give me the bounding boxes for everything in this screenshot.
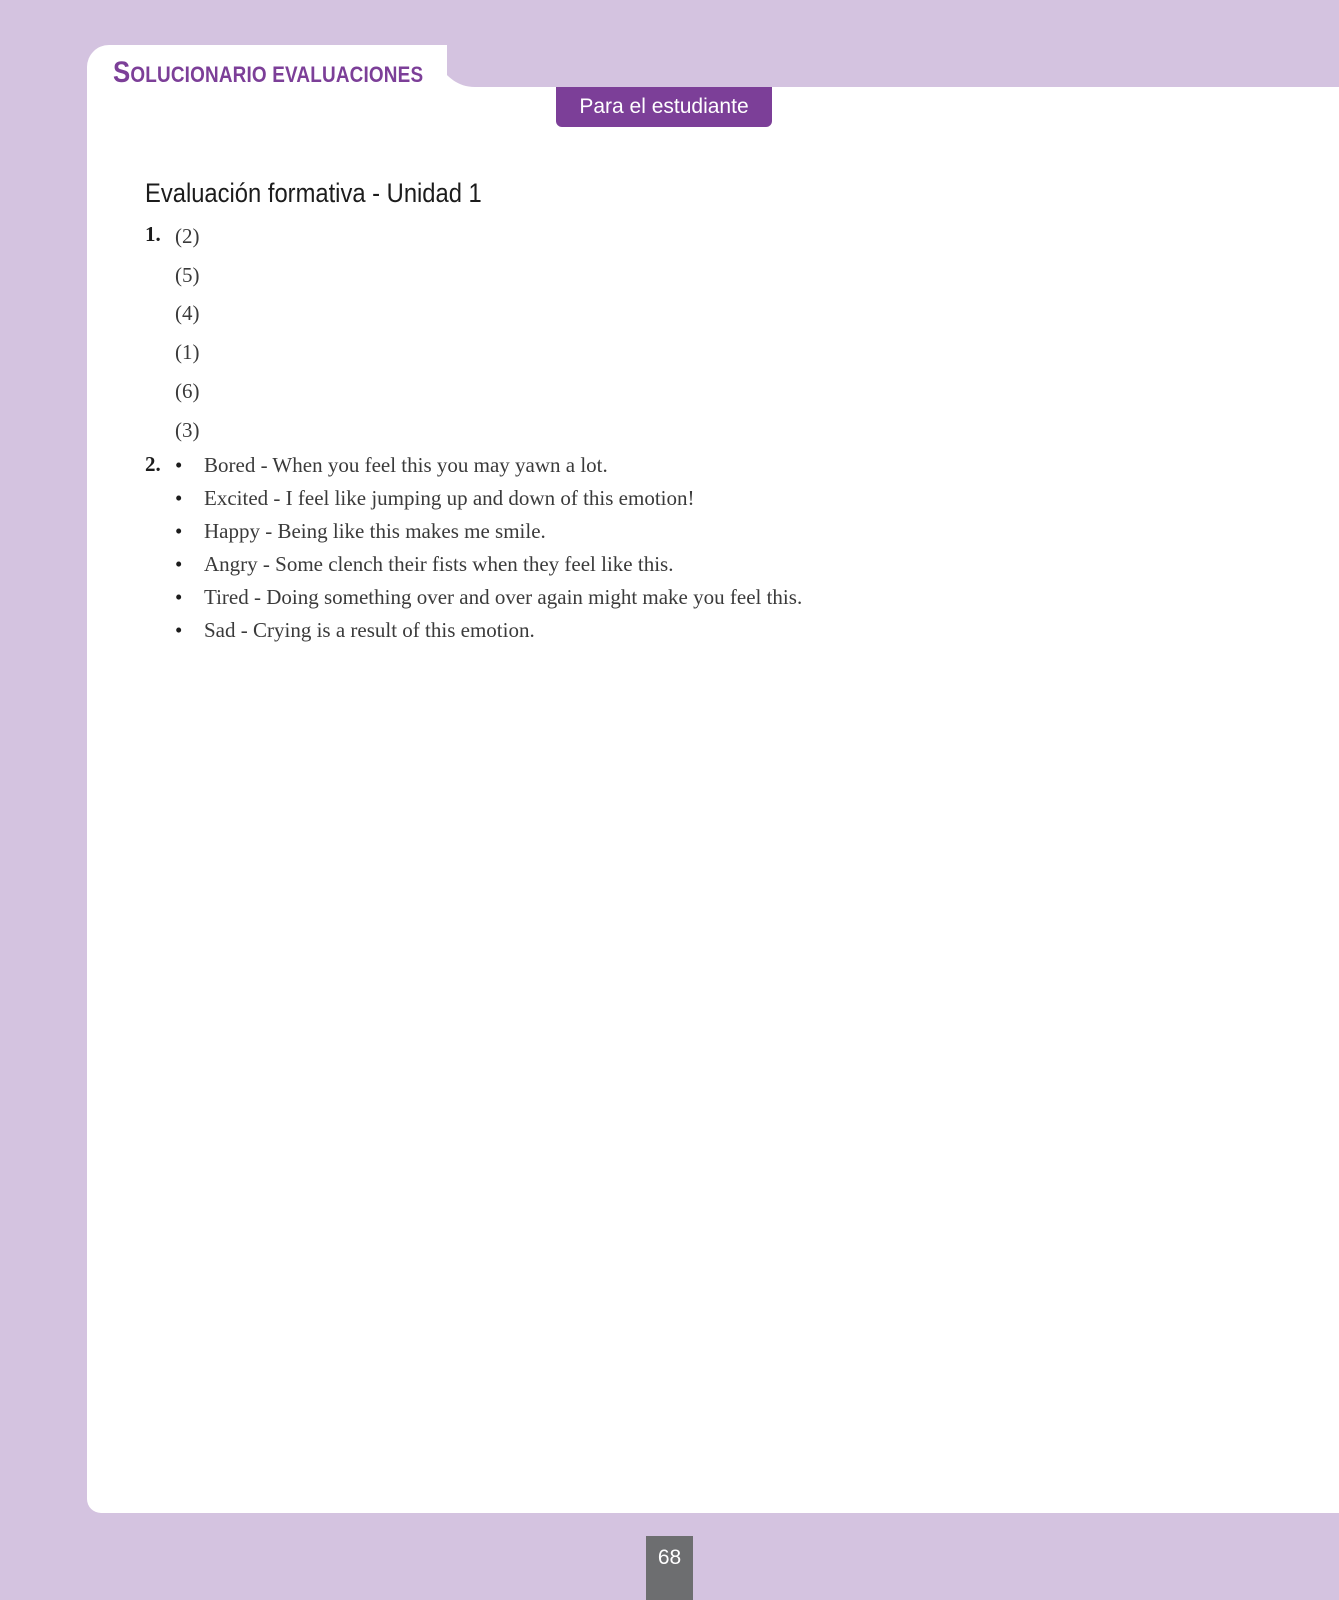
list-item <box>175 614 1245 647</box>
list-item-text: Tired - Doing something over and over again might make you feel this. <box>204 585 803 610</box>
list-item-text: Angry - Some clench their fists when they feel like this. <box>204 552 674 577</box>
audience-badge: Para el estudiante <box>556 87 772 127</box>
list-item-text: Bored - When you feel this you may yawn a lot. <box>204 453 608 478</box>
question-1-answers <box>175 217 1245 449</box>
list-item-text: Excited - I feel like jumping up and down of this emotion! <box>204 486 695 511</box>
bullet-icon: • <box>175 486 183 511</box>
section-title-initial: S <box>113 56 131 89</box>
list-item <box>175 548 1245 581</box>
question-2-number: 2. <box>145 452 161 477</box>
list-item <box>175 515 1245 548</box>
list-item <box>175 482 1245 515</box>
bullet-icon: • <box>175 453 183 478</box>
section-title-rest: OLUCIONARIO EVALUACIONES <box>130 62 424 87</box>
question-2 <box>145 449 1245 647</box>
bullet-icon: • <box>175 519 183 544</box>
unit-heading: Evaluación formativa - Unidad 1 <box>145 178 482 208</box>
answer-line: (6) <box>175 378 200 403</box>
answer-line: (5) <box>175 262 200 287</box>
section-title <box>113 56 423 90</box>
evaluation-content <box>145 178 1245 647</box>
question-1 <box>145 217 1245 449</box>
bullet-icon: • <box>175 585 183 610</box>
answer-line: (1) <box>175 340 200 365</box>
answer-line: (4) <box>175 301 200 326</box>
answer-line: (3) <box>175 417 200 442</box>
bullet-icon: • <box>175 618 183 643</box>
bullet-icon: • <box>175 552 183 577</box>
list-item-text: Happy - Being like this makes me smile. <box>204 519 546 544</box>
question-2-bullet-list <box>175 449 1245 647</box>
question-1-number: 1. <box>145 222 161 246</box>
list-item <box>175 581 1245 614</box>
list-item-text: Sad - Crying is a result of this emotion. <box>204 618 535 643</box>
list-item <box>175 449 1245 482</box>
answer-line: (2) <box>175 224 200 248</box>
page-number: 68 <box>646 1536 693 1600</box>
